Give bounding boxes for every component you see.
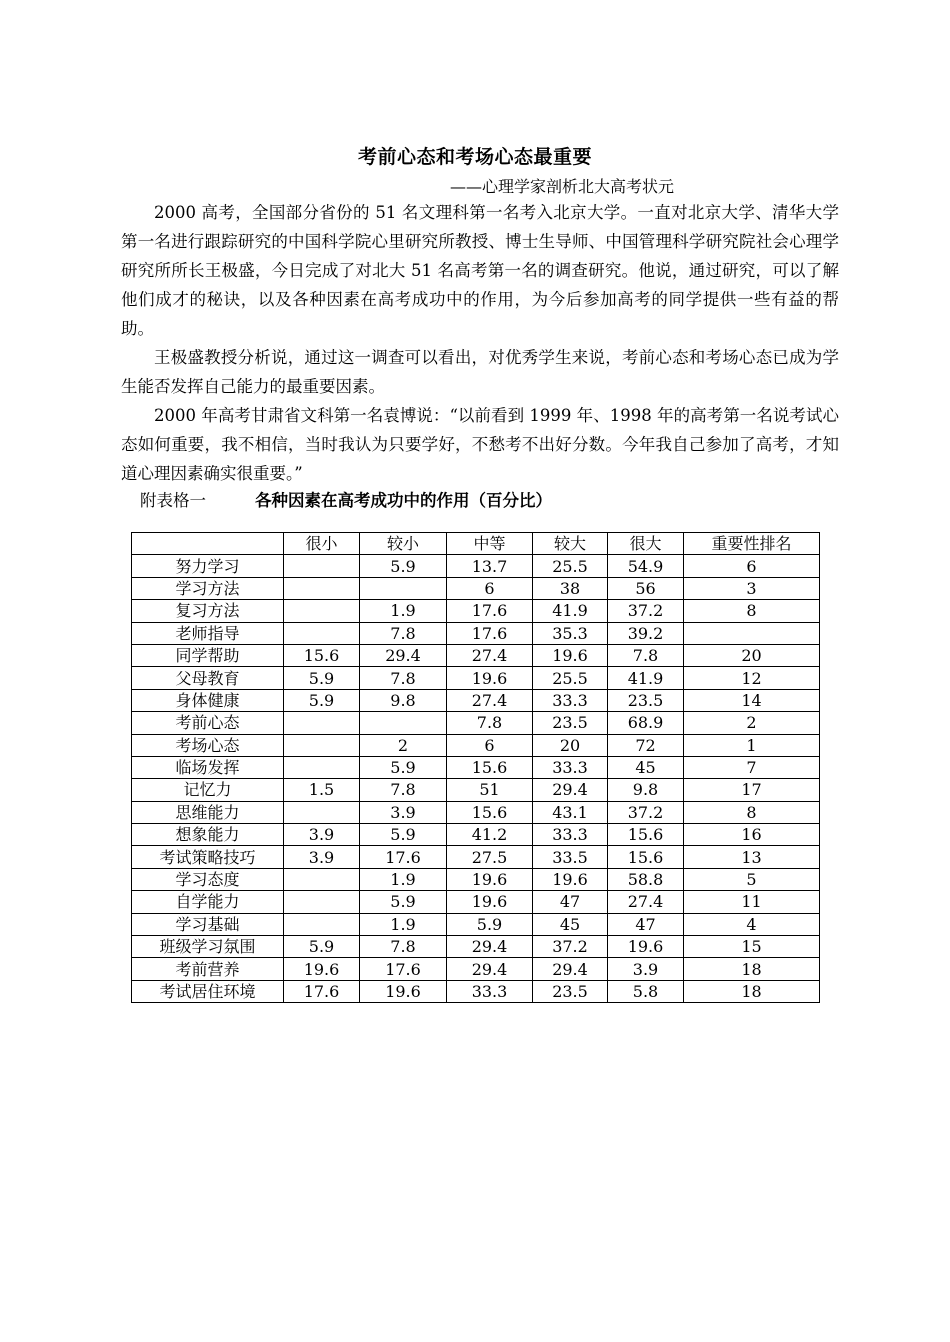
table-row <box>132 622 820 644</box>
table-row <box>132 868 820 890</box>
table-cell: 47 <box>533 891 608 913</box>
table-cell: 17.6 <box>447 622 533 644</box>
table-cell: 3.9 <box>284 846 360 868</box>
table-cell: 1 <box>684 734 820 756</box>
table-cell <box>284 712 360 734</box>
factor-name-cell: 老师指导 <box>132 622 284 644</box>
table-cell: 19.6 <box>360 980 447 1002</box>
table-cell: 19.6 <box>284 958 360 980</box>
table-cell: 41.9 <box>533 600 608 622</box>
factor-name-cell: 自学能力 <box>132 891 284 913</box>
table-cell: 25.5 <box>533 667 608 689</box>
table-cell: 33.3 <box>533 689 608 711</box>
table-cell: 68.9 <box>608 712 684 734</box>
header-cell <box>132 533 284 555</box>
factor-name-cell: 身体健康 <box>132 689 284 711</box>
table-cell <box>284 555 360 577</box>
table-cell: 27.4 <box>447 689 533 711</box>
table-cell: 23.5 <box>533 980 608 1002</box>
table-body <box>132 555 820 1003</box>
table-row <box>132 555 820 577</box>
table-cell: 18 <box>684 958 820 980</box>
table-cell: 19.6 <box>447 868 533 890</box>
table-cell: 7.8 <box>360 936 447 958</box>
table-cell: 27.5 <box>447 846 533 868</box>
header-cell: 中等 <box>447 533 533 555</box>
table-cell: 29.4 <box>447 936 533 958</box>
table-cell: 7.8 <box>360 779 447 801</box>
table-cell: 16 <box>684 824 820 846</box>
table-cell: 5.8 <box>608 980 684 1002</box>
table-cell: 7.8 <box>360 622 447 644</box>
table-cell: 7.8 <box>360 667 447 689</box>
table-cell: 41.2 <box>447 824 533 846</box>
table-cell: 12 <box>684 667 820 689</box>
table-cell: 9.8 <box>360 689 447 711</box>
table-cell: 33.5 <box>533 846 608 868</box>
table-row <box>132 577 820 599</box>
table-cell: 41.9 <box>608 667 684 689</box>
table-cell: 5.9 <box>284 667 360 689</box>
paragraph-2: 王极盛教授分析说，通过这一调查可以看出，对优秀学生来说，考前心态和考场心态已成为学生能否发挥自己能力的最重要因素。 <box>121 348 839 396</box>
table-cell: 38 <box>533 577 608 599</box>
table-cell: 15.6 <box>447 756 533 778</box>
table-cell: 5 <box>684 868 820 890</box>
table-cell: 5.9 <box>360 891 447 913</box>
table-cell: 29.4 <box>533 958 608 980</box>
table-cell: 3.9 <box>284 824 360 846</box>
table-cell: 19.6 <box>447 667 533 689</box>
table-cell: 19.6 <box>533 644 608 666</box>
table-cell: 19.6 <box>533 868 608 890</box>
table-cell: 35.3 <box>533 622 608 644</box>
table-row <box>132 980 820 1002</box>
table-cell: 1.9 <box>360 600 447 622</box>
table-row <box>132 689 820 711</box>
table-cell: 5.9 <box>360 824 447 846</box>
table-row <box>132 734 820 756</box>
header-cell: 较大 <box>533 533 608 555</box>
table-header-row <box>132 533 820 555</box>
document-subtitle: ——心理学家剖析北大高考状元 <box>450 177 675 196</box>
table-cell: 3 <box>684 577 820 599</box>
table-row <box>132 779 820 801</box>
table-cell: 2 <box>360 734 447 756</box>
table-cell: 7 <box>684 756 820 778</box>
factor-name-cell: 考前心态 <box>132 712 284 734</box>
factor-name-cell: 父母教育 <box>132 667 284 689</box>
factor-name-cell: 思维能力 <box>132 801 284 823</box>
table-row <box>132 936 820 958</box>
factor-name-cell: 想象能力 <box>132 824 284 846</box>
table-cell <box>284 868 360 890</box>
table-cell <box>284 756 360 778</box>
table-cell <box>284 734 360 756</box>
factor-name-cell: 学习态度 <box>132 868 284 890</box>
table-row <box>132 891 820 913</box>
table-cell: 5.9 <box>284 689 360 711</box>
table-cell: 3.9 <box>608 958 684 980</box>
table-row <box>132 712 820 734</box>
factor-name-cell: 学习基础 <box>132 913 284 935</box>
table-cell <box>360 577 447 599</box>
table-cell: 20 <box>684 644 820 666</box>
table-cell: 3.9 <box>360 801 447 823</box>
table-cell: 15.6 <box>447 801 533 823</box>
table-cell: 17.6 <box>447 600 533 622</box>
table-cell: 13.7 <box>447 555 533 577</box>
table-cell: 1.9 <box>360 868 447 890</box>
table-cell: 19.6 <box>447 891 533 913</box>
table-cell: 43.1 <box>533 801 608 823</box>
factor-name-cell: 考场心态 <box>132 734 284 756</box>
table-caption <box>140 487 552 511</box>
table-row <box>132 846 820 868</box>
table-row <box>132 913 820 935</box>
table-cell: 47 <box>608 913 684 935</box>
table-cell: 17 <box>684 779 820 801</box>
table-cell: 58.8 <box>608 868 684 890</box>
table-cell: 29.4 <box>447 958 533 980</box>
table-cell: 51 <box>447 779 533 801</box>
table-cell <box>284 577 360 599</box>
table-cell: 14 <box>684 689 820 711</box>
table-cell: 5.9 <box>360 555 447 577</box>
table-cell: 17.6 <box>360 846 447 868</box>
table-cell <box>284 891 360 913</box>
table-cell: 15.6 <box>284 644 360 666</box>
table-cell: 6 <box>447 577 533 599</box>
table-cell: 37.2 <box>608 600 684 622</box>
table-cell <box>284 600 360 622</box>
table-row <box>132 756 820 778</box>
factor-name-cell: 考试策略技巧 <box>132 846 284 868</box>
table-cell <box>284 913 360 935</box>
document-title: 考前心态和考场心态最重要 <box>357 146 592 168</box>
table-cell: 8 <box>684 801 820 823</box>
factor-name-cell: 考试居住环境 <box>132 980 284 1002</box>
table-row <box>132 801 820 823</box>
table-cell: 39.2 <box>608 622 684 644</box>
table-cell: 45 <box>608 756 684 778</box>
table-cell <box>284 801 360 823</box>
table-cell: 27.4 <box>608 891 684 913</box>
table-cell: 33.3 <box>447 980 533 1002</box>
table-cell: 54.9 <box>608 555 684 577</box>
table-cell: 33.3 <box>533 756 608 778</box>
paragraph-3: 2000 年高考甘肃省文科第一名袁博说：“以前看到 1999 年、1998 年的高考第一名说考试心态如何重要，我不相信，当时我认为只要学好，不愁考不出好分数。今年我自己参加了高考，才知道心理因素确实很重要。” <box>121 406 839 483</box>
table-cell: 7.8 <box>447 712 533 734</box>
factor-name-cell: 记忆力 <box>132 779 284 801</box>
factor-name-cell: 努力学习 <box>132 555 284 577</box>
table-cell: 4 <box>684 913 820 935</box>
table-row <box>132 667 820 689</box>
table-cell: 17.6 <box>360 958 447 980</box>
table-cell: 15.6 <box>608 846 684 868</box>
table-cell: 19.6 <box>608 936 684 958</box>
factors-table <box>131 532 820 1003</box>
table-cell: 27.4 <box>447 644 533 666</box>
table-caption-title: 各种因素在高考成功中的作用（百分比） <box>255 491 552 510</box>
factor-name-cell: 学习方法 <box>132 577 284 599</box>
table-cell: 6 <box>684 555 820 577</box>
table-cell: 13 <box>684 846 820 868</box>
table-cell: 23.5 <box>533 712 608 734</box>
table-cell <box>360 712 447 734</box>
table-cell: 9.8 <box>608 779 684 801</box>
table-cell: 2 <box>684 712 820 734</box>
table-row <box>132 824 820 846</box>
table-cell: 72 <box>608 734 684 756</box>
header-cell: 很小 <box>284 533 360 555</box>
factor-name-cell: 考前营养 <box>132 958 284 980</box>
table-cell: 37.2 <box>608 801 684 823</box>
table-cell: 5.9 <box>447 913 533 935</box>
table-cell: 1.9 <box>360 913 447 935</box>
table-cell: 37.2 <box>533 936 608 958</box>
table-cell: 29.4 <box>360 644 447 666</box>
table-cell: 56 <box>608 577 684 599</box>
table-cell: 45 <box>533 913 608 935</box>
table-cell: 29.4 <box>533 779 608 801</box>
table-cell: 7.8 <box>608 644 684 666</box>
factor-name-cell: 临场发挥 <box>132 756 284 778</box>
table-cell: 6 <box>447 734 533 756</box>
header-cell: 较小 <box>360 533 447 555</box>
factor-name-cell: 同学帮助 <box>132 644 284 666</box>
table-cell: 23.5 <box>608 689 684 711</box>
table-cell: 25.5 <box>533 555 608 577</box>
table-cell: 5.9 <box>284 936 360 958</box>
table-cell: 18 <box>684 980 820 1002</box>
table-cell: 33.3 <box>533 824 608 846</box>
header-cell: 很大 <box>608 533 684 555</box>
table-caption-label: 附表格一 <box>140 491 206 510</box>
table-cell: 20 <box>533 734 608 756</box>
table-cell: 5.9 <box>360 756 447 778</box>
table-cell: 17.6 <box>284 980 360 1002</box>
table-row <box>132 600 820 622</box>
factor-name-cell: 班级学习氛围 <box>132 936 284 958</box>
table-cell: 11 <box>684 891 820 913</box>
paragraph-1: 2000 高考，全国部分省份的 51 名文理科第一名考入北京大学。一直对北京大学、清华大学第一名进行跟踪研究的中国科学院心里研究所教授、博士生导师、中国管理科学研究院社会心理学研究所所长王极盛，今日完成了对北大 51 名高考第一名的调查研究。他说，通过研究，可以了解他们成才的秘诀，以及各种因素在高考成功中的作用，为今后参加高考的同学提供一些有益的帮助。 <box>121 203 839 338</box>
table-cell: 15.6 <box>608 824 684 846</box>
header-cell: 重要性排名 <box>684 533 820 555</box>
table-row <box>132 644 820 666</box>
factor-name-cell: 复习方法 <box>132 600 284 622</box>
table-cell: 1.5 <box>284 779 360 801</box>
table-cell: 15 <box>684 936 820 958</box>
article-body <box>121 198 839 488</box>
table-cell <box>684 622 820 644</box>
table-cell <box>284 622 360 644</box>
table-row <box>132 958 820 980</box>
table-cell: 8 <box>684 600 820 622</box>
